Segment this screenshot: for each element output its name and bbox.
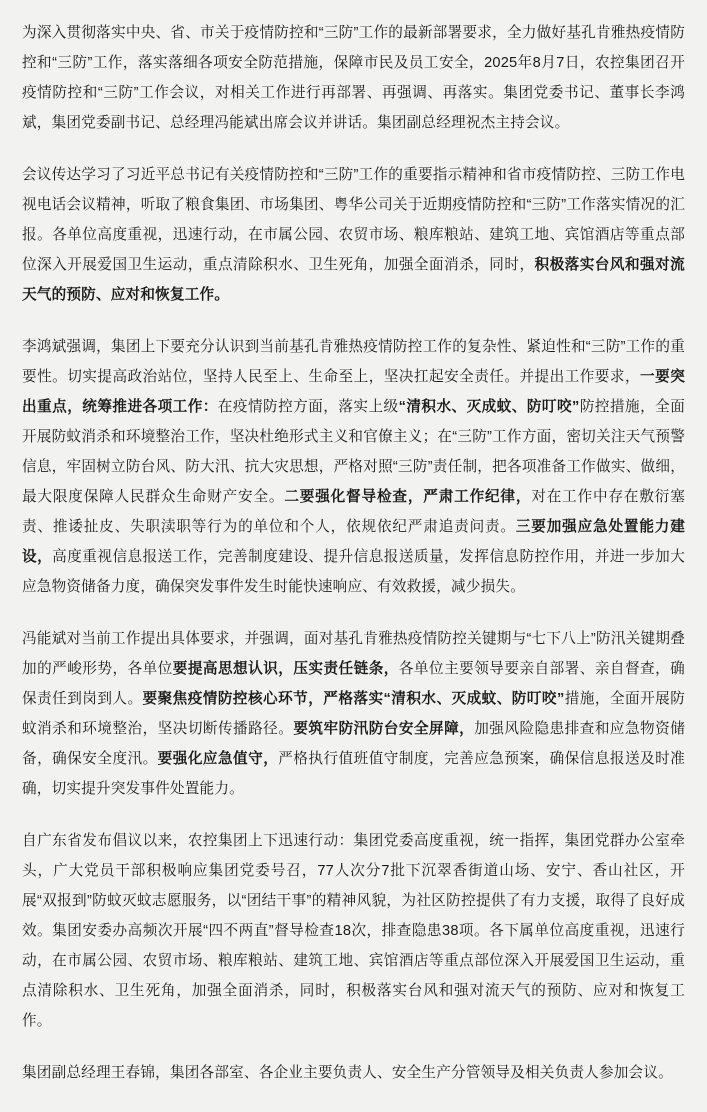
paragraph bbox=[22, 624, 685, 804]
body-text: 严格执行值班值守制度，完善应急预案，确保信息报送及时准确，切实提升突发事件处置能力。 bbox=[22, 751, 685, 797]
body-text: 各单位主要领导要亲自部署、亲自督查，确保责任到岗到人。 bbox=[22, 661, 685, 707]
body-text: 自广东省发布倡议以来，农控集团上下迅速行动：集团党委高度重视，统一指挥，集团党群办公室牵头，广大党员干部积极响应集团党委号召，77人次分7批下沉翠香街道山场、安宁、香山社区，开展“双报到”防蚊灭蚊志愿服务，以“团结干事”的精神风貌，为社区防控提供了有力支援，取得了良好成效。集团安委办高频次开展“四不两直”督导检查18次，排查隐患38项。各下属单位高度重视，迅速行动，在市属公园、农贸市场、粮库粮站、建筑工地、宾馆酒店等重点部位深入开展爱国卫生运动，重点清除积水、卫生死角，加强全面消杀，同时，积极落实台风和强对流天气的预防、应对和恢复工作。 bbox=[22, 833, 685, 1029]
paragraph bbox=[22, 1058, 685, 1088]
paragraph bbox=[22, 332, 685, 602]
paragraph bbox=[22, 160, 685, 310]
body-text: 冯能斌对当前工作提出具体要求，并强调，面对基孔肯雅热疫情防控关键期与“七下八上”防汛关键期叠加的严峻形势，各单位 bbox=[22, 631, 685, 677]
body-text: 防控措施，全面开展防蚊消杀和环境整治工作，坚决杜绝形式主义和官僚主义；在“三防”工作方面，密切关注天气预警信息，牢固树立防台风、防大汛、抗大灾思想，严格对照“三防”责任制，把各项准备工作做实、做细，最大限度保障人民群众生命财产安全。 bbox=[22, 399, 686, 505]
paragraph bbox=[22, 18, 685, 138]
paragraph-container bbox=[22, 18, 685, 1088]
body-text: 高度重视信息报送工作，完善制度建设、提升信息报送质量，发挥信息防控作用，并进一步加大应急物资储备力度，确保突发事件发生时能快速响应、有效救援，减少损失。 bbox=[22, 549, 685, 595]
emphasis-text: 三要加强应急处置能力建设， bbox=[22, 519, 686, 565]
emphasis-text: 积极落实台风和强对流天气的预防、应对和恢复工作。 bbox=[22, 257, 685, 303]
body-text: 加强风险隐患排查和应急物资储备，确保安全度汛。 bbox=[22, 721, 685, 767]
body-text: 措施，全面开展防蚊消杀和环境整治，坚决切断传播路径。 bbox=[22, 691, 686, 737]
body-text: 会议传达学习了习近平总书记有关疫情防控和“三防”工作的重要指示精神和省市疫情防控、三防工作电视电话会议精神，听取了粮食集团、市场集团、粤华公司关于近期疫情防控和“三防”工作落实情况的汇报。各单位高度重视，迅速行动，在市属公园、农贸市场、粮库粮站、建筑工地、宾馆酒店等重点部位深入开展爱国卫生运动，重点清除积水、卫生死角，加强全面消杀，同时， bbox=[22, 167, 685, 273]
emphasis-text: 要聚焦疫情防控核心环节，严格落实 bbox=[142, 691, 384, 707]
emphasis-text: 要筑牢防汛防台安全屏障， bbox=[293, 721, 475, 737]
emphasis-text: “清积水、灭成蚊、防叮咬” bbox=[398, 399, 580, 415]
emphasis-text: 要强化应急值守， bbox=[157, 751, 279, 767]
body-text: 对在工作中存在敷衍塞责、推诿扯皮、失职渎职等行为的单位和个人，依规依纪严肃追责问责。 bbox=[22, 489, 686, 535]
paragraph bbox=[22, 826, 685, 1036]
emphasis-text: 二要强化督导检查，严肃工作纪律， bbox=[284, 489, 532, 505]
emphasis-text: “清积水、灭成蚊、防叮咬” bbox=[383, 691, 565, 707]
emphasis-text: 要提高思想认识，压实责任链条， bbox=[172, 661, 399, 677]
body-text: 在疫情防控方面，落实上级 bbox=[217, 399, 399, 415]
body-text: 为深入贯彻落实中央、省、市关于疫情防控和“三防”工作的最新部署要求，全力做好基孔肯雅热疫情防控和“三防”工作，落实落细各项安全防范措施，保障市民及员工安全，2025年8月7日，农控集团召开疫情防控和“三防”工作会议，对相关工作进行再部署、再强调、再落实。集团党委书记、董事长李鸿斌，集团党委副书记、总经理冯能斌出席会议并讲话。集团副总经理祝杰主持会议。 bbox=[22, 25, 685, 131]
body-text: 李鸿斌强调，集团上下要充分认识到当前基孔肯雅热疫情防控工作的复杂性、紧迫性和“三防”工作的重要性。切实提高政治站位，坚持人民至上、生命至上，坚决扛起安全责任。并提出工作要求， bbox=[22, 339, 685, 385]
body-text: 集团副总经理王春锦，集团各部室、各企业主要负责人、安全生产分管领导及相关负责人参加会议。 bbox=[22, 1065, 673, 1081]
emphasis-text: 一要突出重点，统筹推进各项工作： bbox=[22, 369, 685, 415]
